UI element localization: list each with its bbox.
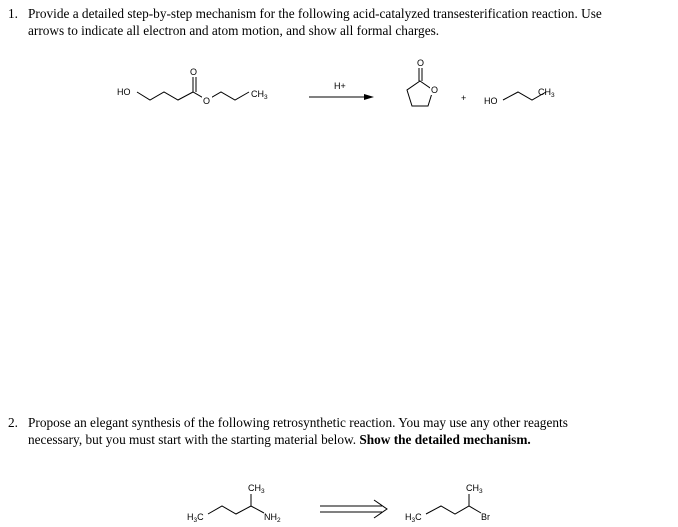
start-br-label: Br (481, 512, 490, 522)
reactant-ester-structure (117, 67, 268, 106)
retrosynthetic-arrow (320, 500, 387, 518)
plus-sign: + (461, 93, 467, 103)
reactant-ch3-label: $CH_3$ (251, 89, 268, 101)
arrow-head (364, 94, 374, 100)
reactant-ester-o-label: O (203, 96, 211, 106)
target-amine-structure (187, 483, 281, 524)
question-1-number: 1. (8, 6, 18, 21)
start-ch3-label: $CH_3$ (466, 483, 483, 495)
question-1-text-line2: arrows to indicate all electron and atom motion, and show all formal charges. (28, 23, 440, 38)
retro-arrow-head (374, 500, 387, 518)
reactant-bond-chain (137, 92, 249, 100)
question-1-text-line1: Provide a detailed step-by-step mechanism for the following acid-catalyzed transesterification reaction. Use (28, 6, 602, 21)
target-nh2-label: $NH_2$ (264, 512, 281, 524)
reactant-carbonyl-o-label: O (190, 67, 198, 77)
starting-bromide-structure (405, 483, 490, 524)
start-h3c-label: $H_3C$ (405, 512, 422, 524)
question-2-number: 2. (8, 415, 18, 430)
product-lactone-structure (407, 58, 439, 106)
lactone-carbonyl-o-label: O (417, 58, 425, 68)
reaction-arrow-1 (309, 81, 374, 100)
reactant-ho-label: HO (117, 87, 131, 97)
question-2-text-line2-plain: necessary, but you must start with the starting material below. (28, 432, 360, 447)
lactone-ring (407, 81, 433, 106)
start-bond-chain (426, 506, 481, 514)
catalyst-label: H+ (334, 81, 346, 91)
reaction-2 (187, 483, 490, 524)
reaction-1 (117, 58, 555, 106)
ethanol-ho-label: HO (484, 96, 498, 106)
target-ch3-label: $CH_3$ (248, 483, 265, 495)
ethanol-ch3-label: $CH_3$ (538, 87, 555, 99)
question-2-text-line2-bold: Show the detailed mechanism. (359, 432, 531, 447)
question-2-text-line1: Propose an elegant synthesis of the following retrosynthetic reaction. You may use any other reagents (28, 415, 568, 430)
target-h3c-label: $H_3C$ (187, 512, 204, 524)
lactone-ring-o-label: O (431, 85, 439, 95)
target-bond-chain (208, 506, 264, 514)
product-ethanol-structure (484, 87, 555, 106)
